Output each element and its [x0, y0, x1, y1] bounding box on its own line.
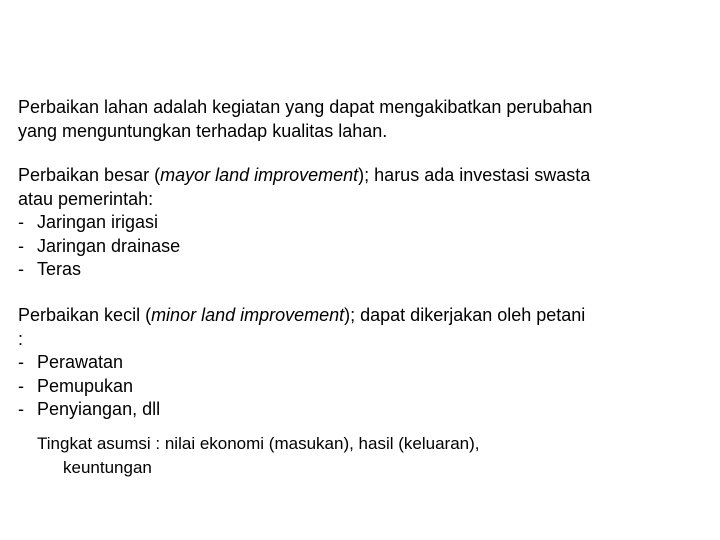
intro-line-1: Perbaikan lahan adalah kegiatan yang dapat mengakibatkan perubahan [18, 97, 593, 117]
minor-heading-line-2: : [18, 328, 24, 349]
minor-improvement-paragraph [18, 304, 708, 422]
minor-italic-term: minor land improvement [151, 305, 345, 325]
list-item [18, 235, 708, 259]
list-item-label: Penyiangan, dll [37, 399, 161, 419]
intro-paragraph [18, 96, 708, 143]
list-item [18, 351, 708, 375]
bullet-dash: - [18, 352, 24, 372]
minor-suffix: ); dapat dikerjakan oleh petani [344, 305, 586, 325]
list-item [18, 398, 708, 422]
major-improvement-paragraph [18, 164, 708, 282]
list-item-label: Teras [37, 259, 82, 279]
minor-improvement-heading [18, 304, 708, 328]
note-line-2: keuntungan [63, 458, 152, 477]
list-item-label: Pemupukan [37, 375, 134, 396]
major-suffix: ); harus ada investasi swasta [358, 165, 591, 185]
bullet-dash: - [18, 235, 24, 256]
bullet-dash: - [18, 259, 24, 279]
list-item [18, 375, 708, 399]
major-improvement-heading [18, 164, 708, 188]
bullet-dash: - [18, 375, 24, 396]
assumption-note [37, 432, 480, 480]
minor-prefix: Perbaikan kecil ( [18, 305, 152, 325]
list-item-label: Perawatan [37, 352, 124, 372]
list-item [18, 211, 708, 235]
bullet-dash: - [18, 212, 24, 232]
note-line-1: Tingkat asumsi : nilai ekonomi (masukan), hasil (keluaran), [37, 434, 480, 453]
list-item-label: Jaringan irigasi [37, 212, 159, 232]
major-italic-term: mayor land improvement [160, 165, 359, 185]
major-heading-line-2: atau pemerintah: [18, 188, 154, 209]
bullet-dash: - [18, 399, 24, 419]
intro-line-2: yang menguntungkan terhadap kualitas lahan. [18, 120, 388, 141]
list-item [18, 258, 708, 282]
major-prefix: Perbaikan besar ( [18, 165, 161, 185]
list-item-label: Jaringan drainase [37, 235, 181, 256]
